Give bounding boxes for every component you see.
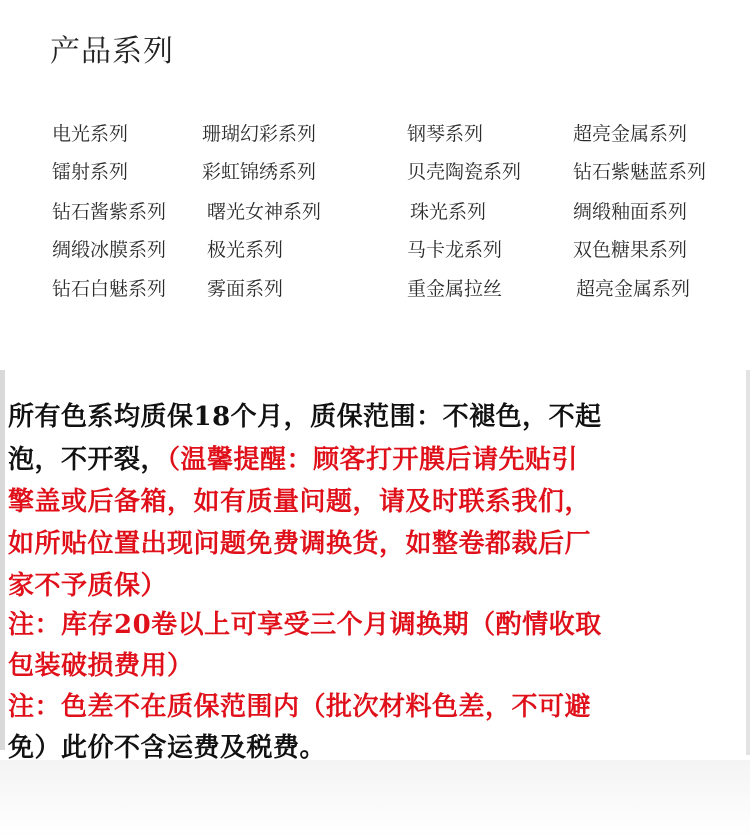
warranty-line: 所有色系均质保18个月，质保范围：不褪色，不起 <box>8 402 602 432</box>
warranty-line-mixed <box>8 439 578 476</box>
series-item: 超亮金属系列 <box>573 123 688 145</box>
series-item: 曙光女神系列 <box>207 201 322 223</box>
series-item: 绸缎釉面系列 <box>573 201 688 223</box>
series-item: 钻石白魅系列 <box>52 278 167 300</box>
reminder-text: （温馨提醒：顾客打开膜后请先贴引 <box>167 445 579 475</box>
note-text: 注：库存20卷以上可享受三个月调换期（酌情收取 <box>8 610 602 640</box>
series-item: 彩虹锦绣系列 <box>202 161 317 183</box>
reminder-text: 家不予质保） <box>8 571 168 601</box>
series-item: 钻石酱紫系列 <box>52 201 167 223</box>
reminder-text: 擎盖或后备箱，如有质量问题，请及时联系我们， <box>8 487 592 517</box>
series-item: 雾面系列 <box>207 278 284 300</box>
series-item: 重金属拉丝 <box>407 278 503 300</box>
series-item: 电光系列 <box>52 123 129 145</box>
note-text: 注：色差不在质保范围内（批次材料色差，不可避 <box>8 692 592 722</box>
series-item: 绸缎冰膜系列 <box>52 239 167 261</box>
price-note: 免）此价不含运费及税费。 <box>8 733 327 763</box>
reminder-text: 如所贴位置出现问题免费调换货，如整卷都裁后厂 <box>8 529 592 559</box>
series-item: 贝壳陶瓷系列 <box>407 161 522 183</box>
series-item: 镭射系列 <box>52 161 129 183</box>
series-item: 超亮金属系列 <box>576 278 691 300</box>
page-title: 产品系列 <box>50 34 174 69</box>
series-item: 马卡龙系列 <box>407 239 503 261</box>
bottom-shade <box>0 760 750 837</box>
series-item: 钢琴系列 <box>407 123 484 145</box>
series-item: 极光系列 <box>207 239 284 261</box>
note-text: 包装破损费用） <box>8 651 194 681</box>
series-item: 钻石紫魅蓝系列 <box>573 161 707 183</box>
series-item: 双色糖果系列 <box>573 239 688 261</box>
notice-right-edge <box>746 370 750 755</box>
notice-left-edge <box>0 370 5 750</box>
series-item: 珊瑚幻彩系列 <box>202 123 317 145</box>
series-item: 珠光系列 <box>410 201 487 223</box>
warranty-line-tail: 泡，不开裂， <box>8 445 168 475</box>
